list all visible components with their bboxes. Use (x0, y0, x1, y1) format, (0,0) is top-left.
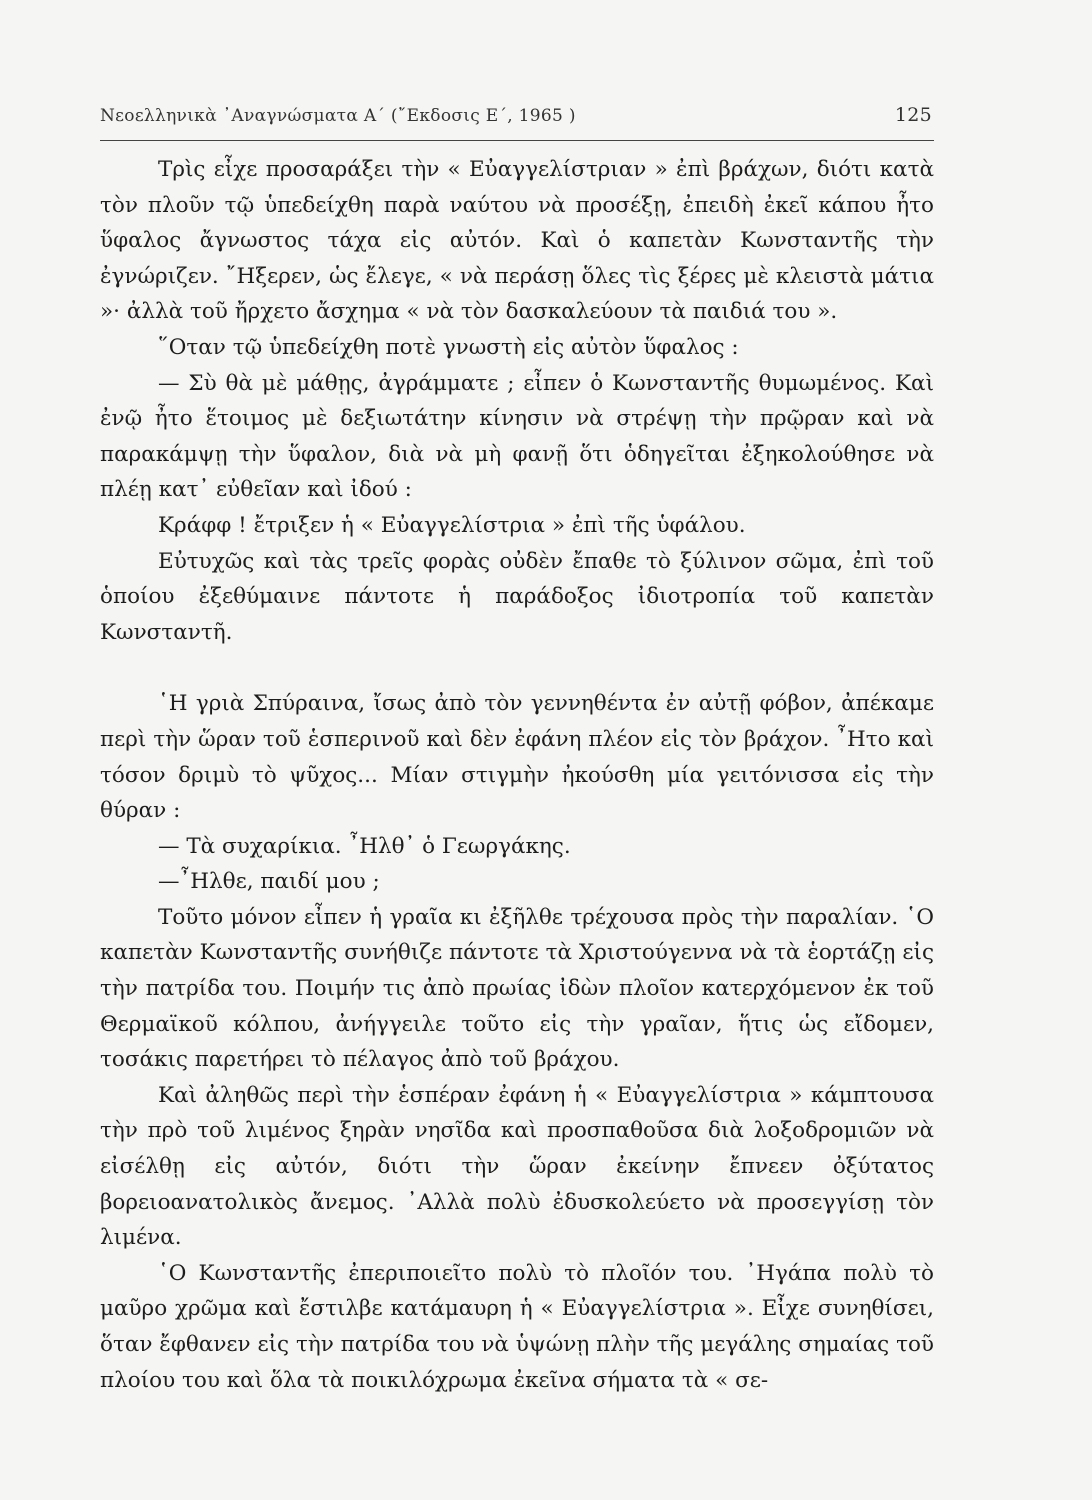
running-title: Νεοελληνικὰ ᾿Αναγνώσματα Α΄ (῎Εκδοσις Ε΄, 1965 ) (100, 106, 576, 126)
paragraph: ῞Οταν τῷ ὑπεδείχθη ποτὲ γνωστὴ εἰς αὐτὸν ὕφαλος : (158, 334, 739, 360)
paragraph: Τρὶς εἶχε προσαράξει τὴν « Εὐαγγελίστριαν » ἐπὶ βράχων, διότι κατὰ τὸν πλοῦν τῷ ὑπεδείχθη παρὰ ναύτου νὰ προσέξῃ, ἐπειδὴ ἐκεῖ κάπου ἦτο ὕφαλος ἄγνωστος τάχα εἰς αὐτόν. Καὶ ὁ καπετὰν Κωνσταντῆς τὴν ἐγνώριζεν. ῎Ηξερεν, ὡς ἔλεγε, « νὰ περάσῃ ὅλες τὶς ξέρες μὲ κλειστὰ μάτια »· ἀλλὰ τοῦ ἤρχετο ἄσχημα « νὰ τὸν δασκαλεύουν τὰ παιδιά του ». (100, 157, 934, 325)
paragraph: ῾Η γριὰ Σπύραινα, ἴσως ἀπὸ τὸν γεννηθέντα ἐν αὐτῇ φόβον, ἀπέκαμε περὶ τὴν ὥραν τοῦ ἑσπερινοῦ καὶ δὲν ἐφάνη πλέον εἰς τὸν βράχον. ῏Ητο καὶ τόσον δριμὺ τὸ ψῦχος... Μίαν στιγμὴν ἠκούσθη μία γειτόνισσα εἰς τὴν θύραν : (100, 691, 934, 824)
paragraph: Καὶ ἀληθῶς περὶ τὴν ἑσπέραν ἐφάνη ἡ « Εὐαγγελίστρια » κάμπτουσα τὴν πρὸ τοῦ λιμένος ξηρὰν νησῖδα καὶ προσπαθοῦσα διὰ λοξοδρομιῶν νὰ εἰσέλθῃ εἰς αὐτόν, διότι τὴν ὥραν ἐκείνην ἔπνεεν ὀξύτατος βορειοανατολικὸς ἄνεμος. ᾿Αλλὰ πολὺ ἐδυσκολεύετο νὰ προσεγγίσῃ τὸν λιμένα. (100, 1082, 934, 1251)
paragraph: Εὐτυχῶς καὶ τὰς τρεῖς φορὰς οὐδὲν ἔπαθε τὸ ξύλινον σῶμα, ἐπὶ τοῦ ὁποίου ἐξεθύμαινε πάντοτε ἡ παράδοξος ἰδιοτροπία τοῦ καπετὰν Κωνσταντῆ. (100, 548, 934, 645)
dialogue-line: —῏Ηλθε, παιδί μου ; (158, 869, 380, 895)
paragraph: Τοῦτο μόνον εἶπεν ἡ γραῖα κι ἐξῆλθε τρέχουσα πρὸς τὴν παραλίαν. ῾Ο καπετὰν Κωνσταντῆς συνήθιζε πάντοτε τὰ Χριστούγεννα νὰ τὰ ἑορτάζῃ εἰς τὴν πατρίδα του. Ποιμήν τις ἀπὸ πρωίας ἰδὼν πλοῖον κατερχόμενον ἐκ τοῦ Θερμαϊκοῦ κόλπου, ἀνήγγειλε τοῦτο εἰς τὴν γραῖαν, ἥτις ὡς εἴδομεν, τοσάκις παρετήρει τὸ πέλαγος ἀπὸ τοῦ βράχου. (100, 904, 934, 1073)
section-break (100, 650, 934, 686)
header-rule (100, 140, 934, 141)
page-number: 125 (894, 104, 932, 126)
running-header (100, 104, 934, 126)
dialogue-line: — Τὰ συχαρίκια. ῏Ηλθ᾿ ὁ Γεωργάκης. (158, 833, 571, 859)
paragraph: Κράφφ ! ἔτριξεν ἡ « Εὐαγγελίστρια » ἐπὶ τῆς ὑφάλου. (158, 512, 746, 538)
paragraph: ῾Ο Κωνσταντῆς ἐπεριποιεῖτο πολὺ τὸ πλοῖόν του. ᾿Ηγάπα πολὺ τὸ μαῦρο χρῶμα καὶ ἔστιλβε κατάμαυρη ἡ « Εὐαγγελίστρια ». Εἶχε συνηθίσει, ὅταν ἔφθανεν εἰς τὴν πατρίδα του νὰ ὑψώνῃ πλὴν τῆς μεγάλης σημαίας τοῦ πλοίου του καὶ ὅλα τὰ ποικιλόχρωμα ἐκεῖνα σήματα τὰ « σε- (100, 1260, 934, 1393)
body-text (100, 152, 934, 1398)
dialogue-line: — Σὺ θὰ μὲ μάθῃς, ἀγράμματε ; εἶπεν ὁ Κωνσταντῆς θυμωμένος. Καὶ ἐνῷ ἦτο ἕτοιμος μὲ δεξιωτάτην κίνησιν νὰ στρέψῃ τὴν πρῷραν καὶ νὰ παρακάμψῃ τὴν ὕφαλον, διὰ νὰ μὴ φανῇ ὅτι ὁδηγεῖται ἐξηκολούθησε νὰ πλέῃ κατ᾿ εὐθεῖαν καὶ ἰδού : (100, 370, 934, 503)
